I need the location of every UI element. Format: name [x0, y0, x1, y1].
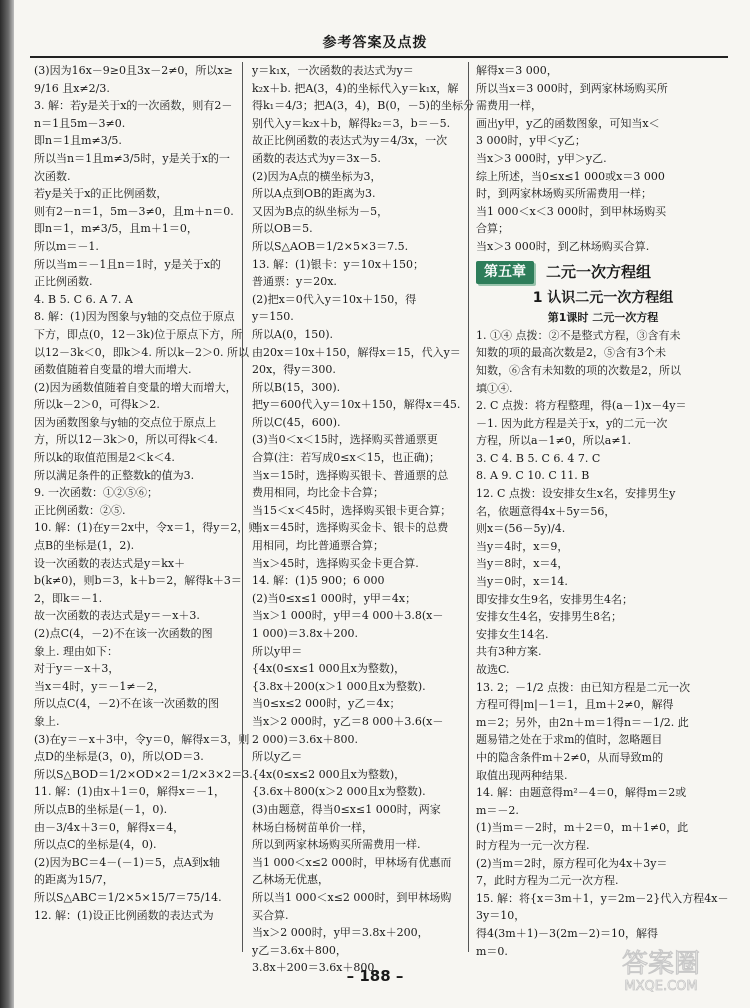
column-3-bottom: [476, 327, 730, 960]
text-line: 所以当x＝3 000时，到两家林场购买所: [476, 81, 668, 95]
text-line: m＝0.: [476, 944, 508, 958]
chapter-tag: 第五章: [476, 261, 534, 285]
text-line: 得4(3m＋1)－3(2m－2)＝10，解得: [476, 926, 659, 940]
text-line: (2)因为BC＝4－(－1)＝5，点A到x轴: [34, 855, 221, 869]
text-line: 即n＝1，m≠3/5，且m＋1＝0，: [34, 222, 198, 236]
text-line: 2 000)＝3.6x＋800.: [252, 732, 358, 746]
text-line: (2)因为A点的横坐标为3，: [252, 169, 382, 183]
text-line: {3.6x＋800(x＞2 000且x为整数).: [252, 785, 426, 799]
text-line: 方程可得|m|－1＝1，且m＋2≠0，解得: [476, 698, 674, 712]
text-line: 买合算.: [252, 908, 289, 922]
text-line: (3)在y＝－x＋3中，令y＝0，解得x＝3，则: [34, 732, 250, 746]
text-line: 当x＞1 000时，y甲＝4 000＋3.8(x－: [252, 609, 444, 623]
chapter-heading: [476, 260, 730, 286]
text-line: 乙林场无优惠，: [252, 873, 329, 887]
text-line: －1. 因为此方程是关于x，y的二元一次: [476, 416, 668, 430]
text-line: 3 000时，y甲＜y乙；: [476, 134, 586, 148]
text-line: 解得x＝3 000，: [476, 64, 558, 77]
text-line: y＝150.: [252, 310, 294, 324]
text-line: {4x(0≤x≤1 000且x为整数)，: [252, 662, 406, 676]
text-line: 3. 解：若y是关于x的一次函数，则有2－: [34, 99, 233, 113]
text-line: 所以OB＝5.: [252, 222, 313, 236]
text-line: 时方程为一元一次方程.: [476, 838, 590, 852]
text-line: 当x＞45时，选择购买金卡更合算.: [252, 556, 419, 570]
text-line: 时，到两家林场购买所需费用一样；: [476, 187, 652, 201]
text-line: (3)当0＜x＜15时，选择购买普通票更: [252, 433, 438, 447]
text-line: 所以y甲＝: [252, 644, 303, 658]
text-line: 需费用一样，: [476, 99, 542, 113]
text-line: (2)点C(4，－2)不在该一次函数的图: [34, 627, 213, 640]
text-line: 费用相同，均比金卡合算；: [252, 486, 384, 500]
text-line: 即安排女生9名，安排男生4名；: [476, 592, 633, 606]
text-line: 当y＝8时，x＝4，: [476, 557, 569, 571]
text-line: 3.8x＋200＝3.6x＋800，: [252, 961, 386, 975]
text-line: y乙＝3.6x＋800，: [252, 943, 347, 957]
column-2: [252, 62, 474, 975]
text-line: 函数值随着自变量的增大而增大.: [34, 363, 192, 377]
text-line: 所以点C的坐标是(4，0).: [34, 838, 157, 852]
text-line: 综上所述，当0≤x≤1 000或x＝3 000: [476, 169, 665, 183]
text-line: 20x，得y＝300.: [252, 363, 336, 377]
text-line: 8. 解：(1)因为图象与y轴的交点位于原点: [34, 310, 235, 324]
text-line: n＝1且5m－3≠0.: [34, 116, 126, 130]
text-line: (3)因为16x－9≥0且3x－2≠0，所以x≥: [34, 64, 233, 77]
text-line: 当x＞2 000时，y乙＝8 000＋3.6(x－: [252, 714, 444, 728]
text-line: 即n＝1且m≠3/5.: [34, 134, 122, 148]
text-line: 当1 000＜x＜3 000时，到甲林场购买: [476, 204, 667, 218]
text-line: {3.8x＋200(x＞1 000且x为整数).: [252, 679, 426, 693]
text-line: 方，所以12－3k＞0，所以可得k＜4.: [34, 433, 218, 447]
text-line: 4. B 5. C 6. A 7. A: [34, 292, 133, 306]
text-line: 由20x＝10x＋150，解得x＝15，代入y＝: [252, 345, 461, 359]
text-line: {4x(0≤x≤2 000且x为整数)，: [252, 767, 406, 781]
page-number: – 188 –: [346, 967, 404, 985]
text-line: 共有3种方案.: [476, 645, 542, 659]
text-line: 设一次函数的表达式是y＝kx＋: [34, 556, 186, 570]
watermark-subtext: MXQE.COM: [624, 979, 698, 994]
text-line: 得k₁＝4/3；把A(3，4)，B(0，－5)的坐标分: [252, 99, 474, 113]
text-line: 函数的表达式为y＝3x－5.: [252, 151, 381, 165]
subsection-title: 第1课时 二元一次方程: [547, 311, 659, 325]
column-3-top: [476, 62, 730, 256]
text-line: 知数，⑥含有未知数的项的次数是2，所以: [476, 363, 681, 377]
text-line: 知数的项的最高次数是2，⑤含有3个未: [476, 346, 666, 360]
text-line: 所以y乙＝: [252, 750, 303, 764]
book-spine-shadow: [0, 0, 14, 1008]
section-title: 1 认识二元一次方程组: [532, 289, 674, 306]
text-line: 安排女生14名.: [476, 627, 549, 641]
text-line: (1)当m＝－2时，m＋2＝0，m＋1≠0，此: [476, 821, 689, 835]
text-line: 所以当1 000＜x≤2 000时，到甲林场购: [252, 890, 452, 904]
text-line: 当x＝15时，选择购买银卡、普通票的总: [252, 468, 449, 482]
text-line: 用相同，均比普通票合算；: [252, 539, 384, 553]
column-3: [476, 62, 730, 960]
text-line: 当0≤x≤2 000时，y乙＝4x；: [252, 697, 401, 711]
text-line: 下方，即点(0，12－3k)位于原点下方，所: [34, 327, 243, 341]
text-line: 取值出现两种结果.: [476, 768, 568, 782]
column-divider: [468, 62, 469, 952]
text-line: 当x＞3 000时，到乙林场购买合算.: [476, 239, 650, 253]
text-line: 8. A 9. C 10. C 11. B: [476, 469, 590, 483]
text-line: 当x＞2 000时，y甲＝3.8x＋200，: [252, 926, 429, 940]
text-line: 又因为B点的纵坐标为－5，: [252, 204, 389, 218]
text-line: (2)因为函数值随着自变量的增大而增大，: [34, 380, 237, 394]
text-line: 11. 解：(1)由x＋1＝0，解得x＝－1，: [34, 785, 225, 799]
text-line: 3. C 4. B 5. C 6. 4 7. C: [476, 451, 601, 465]
text-line: 10. 解：(1)在y＝2x中，令x＝1，得y＝2，则: [34, 521, 260, 535]
text-line: 所以当n＝1且m≠3/5时，y是关于x的一: [34, 151, 230, 165]
text-line: 名，依题意得4x＋5y＝56，: [476, 504, 616, 518]
text-line: 象上. 理由如下：: [34, 644, 118, 658]
text-line: 3y＝10，: [476, 909, 526, 923]
text-line: 当x＝4时，y＝－1≠－2，: [34, 679, 165, 693]
text-line: 所以S△ABC＝1/2×5×15/7＝75/14.: [34, 890, 222, 904]
text-line: 所以A(0，150).: [252, 327, 334, 341]
text-line: 12. 解：(1)设正比例函数的表达式为: [34, 908, 214, 922]
text-line: 所以A点到OB的距离为3.: [252, 187, 376, 201]
text-line: 合算(注：若写成0≤x＜15，也正确)；: [252, 451, 440, 465]
text-line: (3)由题意，得当0≤x≤1 000时，两家: [252, 802, 441, 816]
watermark-text: 答案圈: [621, 949, 701, 979]
text-line: 的距离为15/7，: [34, 873, 114, 887]
text-line: 正比例函数.: [34, 275, 93, 289]
text-line: 所以k的取值范围是2＜k＜4.: [34, 451, 175, 465]
text-line: 象上.: [34, 714, 60, 728]
text-line: 2，即k＝－1.: [34, 591, 103, 605]
text-line: 画出y甲，y乙的函数图象，可知当x＜: [476, 116, 660, 130]
text-line: 正比例函数：②⑤.: [34, 503, 126, 517]
header-rule: [30, 56, 728, 58]
text-line: 所以C(45，600).: [252, 415, 341, 429]
text-line: 安排女生4名，安排男生8名；: [476, 610, 622, 624]
text-line: 9/16 且x≠2/3.: [34, 81, 110, 95]
text-line: 故选C.: [476, 663, 510, 676]
text-line: 2. C 点拨：将方程整理，得(a－1)x－4y＝: [476, 399, 687, 413]
text-line: 当y＝4时，x＝9，: [476, 539, 569, 553]
text-line: k₂x＋b. 把A(3，4)的坐标代入y＝k₁x，解: [252, 81, 459, 95]
text-line: (2)当m＝2时，原方程可化为4x＋3y＝: [476, 856, 668, 870]
text-line: 当1 000＜x≤2 000时，甲林场有优惠而: [252, 855, 452, 869]
text-line: 则x＝(56－5y)/4.: [476, 522, 566, 536]
text-line: 把y＝600代入y＝10x＋150，解得x＝45.: [252, 398, 461, 412]
text-line: 所以满足条件的正整数k的值为3.: [34, 468, 195, 482]
text-line: 当y＝0时，x＝14.: [476, 575, 568, 589]
text-line: 1 000)＝3.8x＋200.: [252, 627, 358, 640]
text-line: 以12－3k＜0，即k＞4. 所以k－2＞0. 所以: [34, 345, 249, 359]
text-line: 所以S△BOD＝1/2×OD×2＝1/2×3×2＝3.: [34, 767, 253, 781]
column-divider: [242, 62, 243, 952]
text-line: 填①④.: [476, 381, 513, 395]
text-line: 方程，所以a－1≠0，所以a≠1.: [476, 434, 632, 448]
text-line: 对于y＝－x＋3，: [34, 662, 120, 676]
text-line: 7，此时方程为二元一次方程.: [476, 874, 619, 888]
chapter-title: 二元一次方程组: [546, 262, 652, 281]
watermark-logo: [586, 944, 736, 994]
text-line: 所以B(15，300).: [252, 380, 341, 394]
text-line: 所以到两家林场购买所需费用一样.: [252, 838, 421, 852]
text-line: 所以k－2＞0，可得k＞2.: [34, 398, 160, 412]
text-line: 所以m＝－1.: [34, 239, 99, 253]
text-line: (2)把x＝0代入y＝10x＋150，得: [252, 292, 417, 306]
text-line: 12. C 点拨：设安排女生x名，安排男生y: [476, 487, 676, 501]
text-line: 1. ①④ 点拨：②不是整式方程，③含有未: [476, 328, 681, 342]
text-line: m＝2；另外，由2n＋m＝1得n＝－1/2. 此: [476, 715, 689, 729]
text-line: 当x＝45时，选择购买金卡、银卡的总费: [252, 521, 449, 535]
text-line: (2)当0≤x≤1 000时，y甲＝4x；: [252, 591, 417, 605]
text-line: m＝－2.: [476, 803, 519, 817]
text-line: 14. 解：由题意得m²－4＝0，解得m＝2或: [476, 786, 687, 800]
text-line: 所以点C(4，－2)不在该一次函数的图: [34, 697, 219, 711]
text-line: 次函数.: [34, 169, 71, 183]
text-line: 13. 解：(1)银卡：y＝10x＋150；: [252, 257, 424, 271]
text-line: 13. 2；－1/2 点拨：由已知方程是二元一次: [476, 680, 691, 694]
text-line: 若y是关于x的正比例函数，: [34, 187, 168, 201]
text-line: 则有2－n＝1，5m－3≠0，且m＋n＝0.: [34, 204, 234, 218]
text-line: 故一次函数的表达式是y＝－x＋3.: [34, 609, 200, 623]
column-1: [34, 62, 260, 960]
text-line: 因为函数图象与y轴的交点位于原点上: [34, 415, 217, 429]
text-line: 故正比例函数的表达式为y＝4/3x，一次: [252, 134, 448, 148]
text-line: 点B的坐标是(1，2).: [34, 539, 135, 553]
text-line: 林场白杨树苗单价一样，: [252, 820, 373, 834]
text-line: 当x＞3 000时，y甲＞y乙.: [476, 151, 607, 165]
text-line: 15. 解：将{x＝3m＋1，y＝2m－2}代入方程4x－: [476, 891, 729, 905]
text-line: 点D的坐标是(3，0)，所以OD＝3.: [34, 750, 204, 764]
text-line: 题易错之处在于求m的值时，忽略题目: [476, 733, 663, 747]
page-header: 参考答案及点拨: [322, 35, 428, 51]
text-line: 所以当m＝－1且n＝1时，y是关于x的: [34, 257, 221, 271]
text-line: 所以点B的坐标是(－1，0).: [34, 802, 168, 816]
text-line: 所以S△AOB＝1/2×5×3＝7.5.: [252, 239, 409, 253]
text-line: 中的隐含条件m＋2≠0，从而导致m的: [476, 750, 664, 764]
text-line: b(k≠0)，则b＝3，k＋b＝2，解得k＋3＝: [34, 574, 242, 588]
text-line: 14. 解：(1)5 900；6 000: [252, 574, 385, 588]
text-line: 由－3/4x＋3＝0，解得x＝4，: [34, 820, 185, 834]
text-line: 9. 一次函数：①②⑤⑥；: [34, 486, 158, 500]
text-line: 别代入y＝k₂x＋b，解得k₂＝3，b＝－5.: [252, 116, 451, 130]
text-line: 当15＜x＜45时，选择购买银卡更合算；: [252, 503, 452, 517]
text-line: y＝k₁x，一次函数的表达式为y＝: [252, 64, 414, 77]
text-line: 合算；: [476, 222, 509, 236]
text-line: 普通票：y＝20x.: [252, 275, 337, 289]
